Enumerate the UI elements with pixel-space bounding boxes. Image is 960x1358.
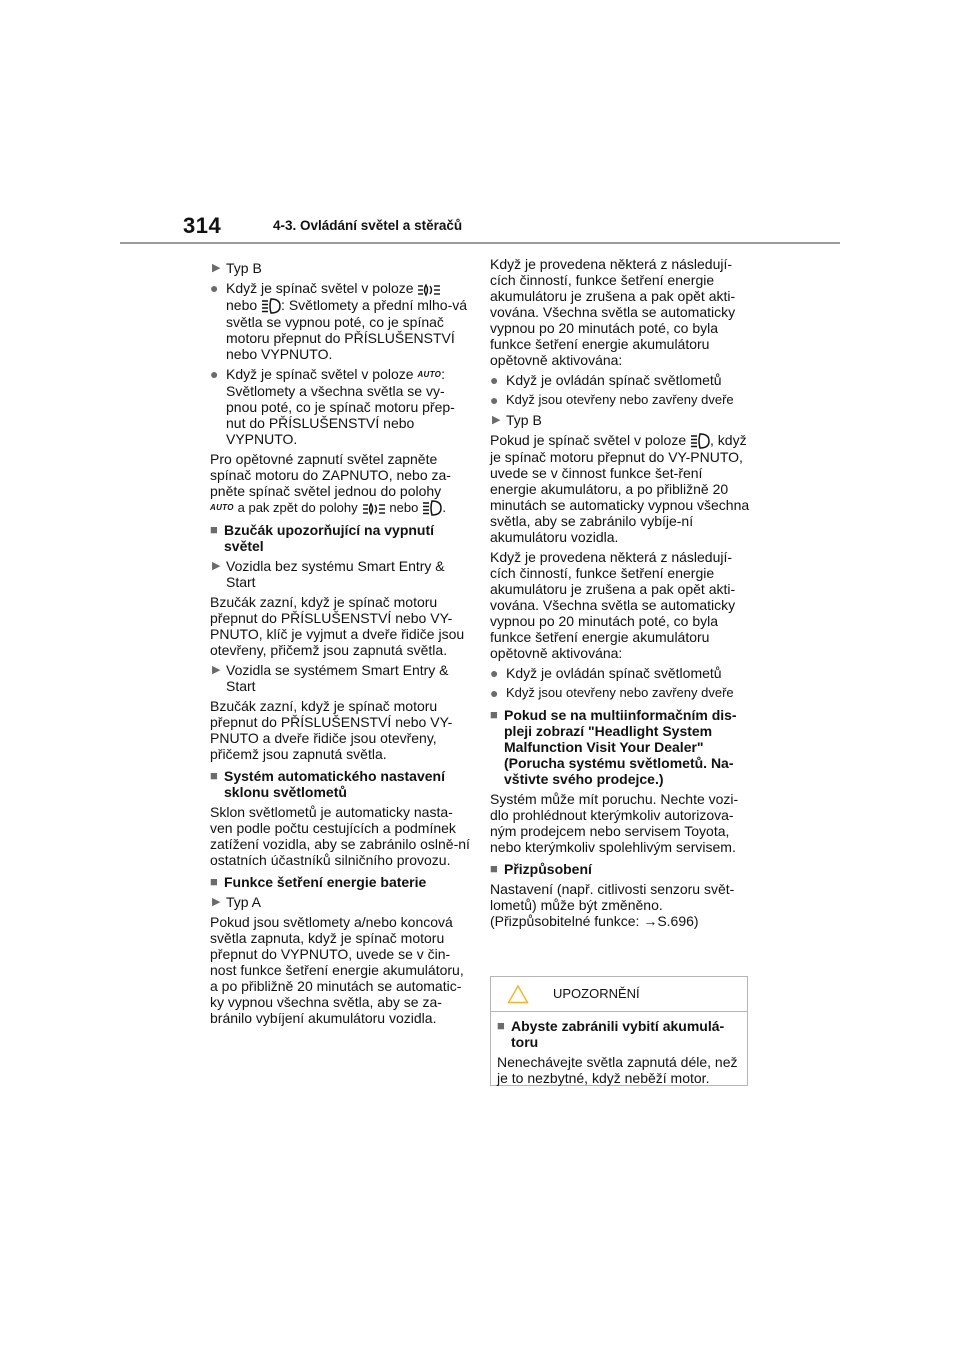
section-heading: ■ Pokud se na multiinformačním dis-pleji zobrazí "Headlight System Malfunction Visit Your Dealer" (Porucha systému světlometů. Na-vštivte svého prodejce.): [490, 707, 737, 787]
bullet-text: nebo: [226, 297, 258, 313]
warning-box: [490, 976, 748, 1086]
triangle-icon: ▶: [212, 262, 221, 274]
section-title: 4-3. Ovládání světel a stěračů: [273, 218, 463, 233]
header-rule: [120, 242, 840, 244]
list-item: ▶ Typ B: [492, 412, 542, 428]
paragraph: Sklon světlometů je automaticky nasta-ven podle počtu cestujících a podmínek zatížení vozidla, aby se zabránilo oslně-ní ostatních účastníků silničního provozu.: [210, 804, 470, 868]
warning-heading: ■ Abyste zabránili vybití akumulá-toru: [497, 1018, 725, 1050]
bullet-text: Když je spínač světel v poloze: [226, 280, 414, 296]
list-item: ● Když je ovládán spínač světlometů: [490, 665, 722, 681]
headlight-icon: [422, 500, 442, 516]
square-icon: ■: [490, 861, 498, 876]
arrow-icon: →: [643, 913, 658, 929]
list-item: [210, 366, 470, 447]
right-column: [490, 256, 750, 933]
bullet-text: : Světlomety a přední mlho-vá světla se vypnou poté, co je spínač motoru přepnut do PŘÍSLUŠENSTVÍ nebo VYPNUTO.: [226, 297, 468, 362]
headlight-icon: [261, 298, 281, 314]
triangle-icon: ▶: [212, 560, 221, 572]
list-item: [210, 260, 470, 276]
paragraph: Pro opětovné zapnutí světel zapněte spínač motoru do ZAPNUTO, nebo za-pněte spínač světel jednou do polohy AUTO a pak zpět do polohy nebo .: [210, 451, 451, 515]
paragraph: Nastavení (např. citlivosti senzoru svět-lometů) může být změněno. (Přizpůsobitelné funkce: →S.696): [490, 881, 735, 929]
list-item: ● Když je ovládán spínač světlometů: [490, 372, 722, 388]
section-heading: ■ Funkce šetření energie baterie: [210, 874, 427, 890]
bullet-text: Když je spínač světel v poloze: [226, 366, 414, 382]
bullet-icon: ●: [210, 366, 219, 382]
fog-light-icon: [362, 502, 386, 516]
warning-triangle-icon: [507, 984, 529, 1004]
paragraph: Když je provedena některá z následují-cích činností, funkce šetření energie akumulátoru je zrušena a pak opět akti-vována. Všechna světla se automaticky vypnou po 20 minutách poté, co byla funkce šetření energie akumulátoru opětovně aktivována:: [490, 549, 736, 661]
paragraph: Bzučák zazní, když je spínač motoru přepnut do PŘÍSLUŠENSTVÍ nebo VY-PNUTO, klíč je vyjmut a dveře řidiče jsou otevřeny, přičemž jsou zapnutá světla.: [210, 594, 465, 658]
bullet-icon: ●: [490, 685, 499, 701]
section-heading: ■ Bzučák upozorňující na vypnutí světel: [210, 522, 435, 554]
square-icon: ■: [210, 874, 218, 889]
triangle-icon: ▶: [492, 414, 501, 426]
subheading-typ-b: Typ B: [226, 260, 262, 276]
warning-body: [491, 1012, 747, 1086]
fog-light-icon: [417, 283, 441, 297]
square-icon: ■: [210, 768, 218, 783]
headlight-icon: [690, 433, 710, 449]
warning-text: Nenechávejte světla zapnutá déle, než je to nezbytné, když neběží motor.: [497, 1054, 738, 1086]
auto-icon: AUTO: [417, 370, 442, 379]
paragraph: Systém může mít poruchu. Nechte vozi-dlo prohlédnout kterýmkoliv autorizova-ným prodejcem nebo servisem Toyota, nebo kterýmkoliv spolehlivým servisem.: [490, 791, 739, 855]
paragraph: Když je provedena některá z následují-cích činností, funkce šetření energie akumulátoru je zrušena a pak opět akti-vována. Všechna světla se automaticky vypnou po 20 minutách poté, co byla funkce šetření energie akumulátoru opětovně aktivována:: [490, 256, 736, 368]
list-item: ▶ Typ A: [212, 894, 262, 910]
list-item: ▶ Vozidla bez systému Smart Entry & Start: [212, 558, 445, 590]
page-number: 314: [183, 213, 222, 238]
left-column: [210, 256, 470, 1030]
paragraph: Pokud jsou světlomety a/nebo koncová světla zapnuta, když je spínač motoru přepnut do VYPNUTO, uvede se v čin-nost funkce šetření energie akumulátoru, a po přibližně 20 minutách se automatic-ky vypnou všechna světla, aby se za-bránilo vybíjení akumulátoru vozidla.: [210, 914, 464, 1026]
section-heading: ■ Přizpůsobení: [490, 861, 592, 877]
warning-header: [491, 977, 747, 1012]
list-item: ● Když jsou otevřeny nebo zavřeny dveře: [490, 392, 734, 408]
triangle-icon: ▶: [212, 664, 221, 676]
list-item: [210, 280, 470, 362]
triangle-icon: ▶: [212, 896, 221, 908]
bullet-icon: ●: [490, 665, 499, 681]
list-item: ▶ Vozidla se systémem Smart Entry & Start: [212, 662, 449, 694]
auto-icon: AUTO: [210, 503, 234, 512]
bullet-icon: ●: [210, 280, 219, 296]
bullet-text: : Světlomety a všechna světla se vy-pnou poté, co je spínač motoru přep-nut do PŘÍSLUŠENSTVÍ nebo VYPNUTO.: [226, 366, 455, 447]
square-icon: ■: [490, 707, 498, 722]
warning-title: UPOZORNĚNÍ: [553, 986, 640, 1001]
square-icon: ■: [497, 1018, 505, 1033]
list-item: ● Když jsou otevřeny nebo zavřeny dveře: [490, 685, 734, 701]
paragraph: Bzučák zazní, když je spínač motoru přepnut do PŘÍSLUŠENSTVÍ nebo VY-PNUTO a dveře řidiče jsou otevřeny, přičemž jsou zapnutá světla.: [210, 698, 453, 762]
square-icon: ■: [210, 522, 218, 537]
paragraph: Pokud je spínač světel v poloze , když je spínač motoru přepnut do VY-PNUTO, uvede se v činnost funkce šet-ření energie akumulátoru, a po přibližně 20 minutách se automaticky vypnou všechna světla, aby se zabránilo vybíje-ní akumulátoru vozidla.: [490, 432, 750, 545]
section-heading: ■ Systém automatického nastavení sklonu světlometů: [210, 768, 445, 800]
bullet-icon: ●: [490, 392, 499, 408]
bullet-icon: ●: [490, 372, 499, 388]
